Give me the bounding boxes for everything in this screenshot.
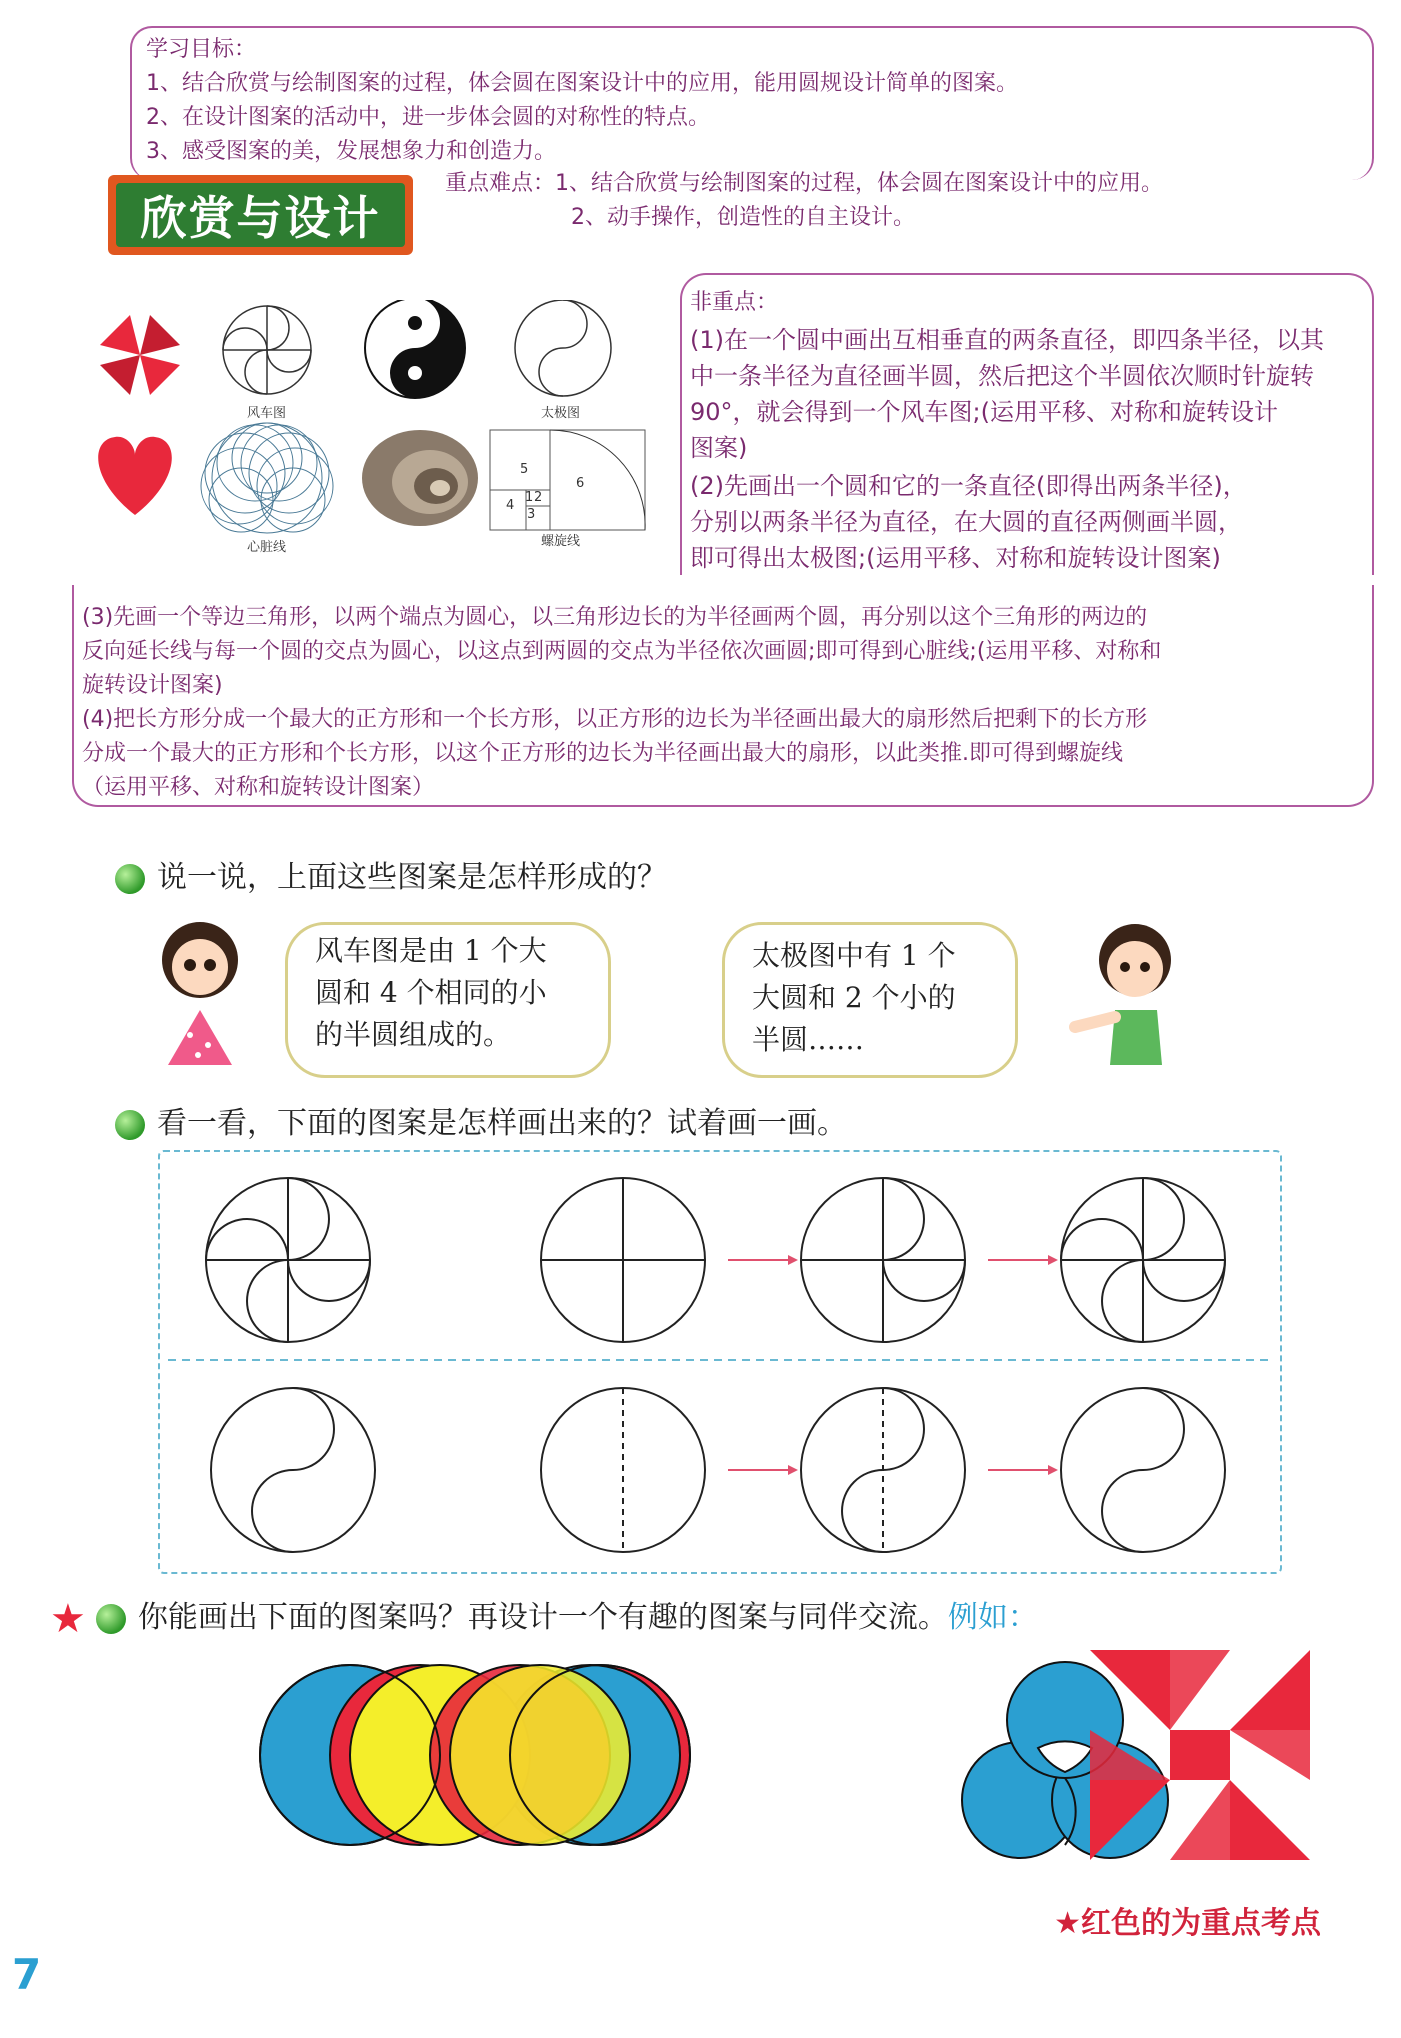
- question-3: [50, 1592, 1038, 1642]
- bottom-pattern-figures: [250, 1650, 1330, 1860]
- windmill-step-2: [801, 1178, 965, 1342]
- keypoints-item-1: 1、结合欣赏与绘制图案的过程，体会圆在图案设计中的应用。: [555, 171, 1164, 196]
- nonkey-line-1: (1)在一个圆中画出互相垂直的两条直径，即四条半径，以其: [690, 326, 1324, 354]
- taiji-step-3: [1061, 1388, 1225, 1552]
- pinwheel-icon: [100, 315, 180, 395]
- chain-circles-pattern: [260, 1665, 690, 1845]
- spiral-number-1: 1: [525, 490, 534, 505]
- arrow-right-icon: [728, 1465, 798, 1475]
- caption-windmill: 风车图: [247, 406, 287, 421]
- nonkey-lower-5: 分成一个最大的正方形和个长方形，以这个正方形的边长为半径画出最大的扇形，以此类推.即可得到螺旋线: [82, 741, 1123, 766]
- lesson-title: 欣赏与设计: [116, 183, 405, 247]
- yin-yang-icon: [365, 300, 465, 398]
- windmill-final-figure: [206, 1178, 370, 1342]
- spiral-number-5: 5: [520, 462, 529, 477]
- bubble-boy-line-2: 大圆和 2 个小的: [752, 981, 956, 1014]
- question-2-text: 看一看，下面的图案是怎样画出来的？试着画一画。: [157, 1106, 847, 1141]
- heart-icon: [98, 437, 172, 515]
- question-1-text: 说一说，上面这些图案是怎样形成的？: [157, 860, 667, 895]
- windmill-step-1: [541, 1178, 705, 1342]
- taiji-final-figure: [211, 1388, 375, 1552]
- keypoints-label: 重点难点：: [445, 171, 556, 196]
- spiral-number-2: 2: [534, 490, 543, 505]
- nautilus-shell-icon: [362, 430, 478, 526]
- keypoints-line-1: [445, 166, 1163, 197]
- drawing-steps-figures: [158, 1150, 1278, 1570]
- question-3-text: 你能画出下面的图案吗？再设计一个有趣的图案与同伴交流。: [137, 1600, 948, 1635]
- bubble-girl-line-2: 圆和 4 个相同的小: [315, 976, 547, 1009]
- goal-item-2: 2、在设计图案的活动中，进一步体会圆的对称性的特点。: [146, 105, 710, 130]
- cardioid-icon: [201, 423, 333, 533]
- question-1: [115, 852, 667, 896]
- bubble-boy-line-1: 太极图中有 1 个: [752, 939, 956, 972]
- bubble-girl-line-3: 的半圆组成的。: [315, 1018, 512, 1051]
- goal-item-1: 1、结合欣赏与绘制图案的过程，体会圆在图案设计中的应用，能用圆规设计简单的图案。: [146, 71, 1019, 96]
- nonkey-lower-3: 旋转设计图案): [82, 673, 223, 698]
- caption-spiral: 螺旋线: [541, 534, 581, 549]
- spiral-number-3: 3: [527, 507, 536, 522]
- girl-character: [150, 915, 250, 1080]
- windmill-circle-icon: [223, 306, 311, 394]
- spiral-number-4: 4: [506, 498, 515, 513]
- star-icon: ★: [50, 1595, 86, 1642]
- nonkey-line-4: 图案): [690, 434, 748, 462]
- spiral-diagram-icon: [490, 430, 645, 530]
- goals-heading: 学习目标：: [146, 37, 257, 62]
- arrow-right-icon: [988, 1255, 1058, 1265]
- lesson-title-badge: [108, 175, 413, 255]
- bubble-boy-line-3: 半圆……: [752, 1023, 865, 1056]
- taiji-outline-icon: [515, 300, 611, 396]
- taiji-step-1: [541, 1388, 705, 1552]
- green-bullet-icon: [115, 864, 145, 894]
- taiji-step-2: [801, 1388, 965, 1552]
- footer-note: ★红色的为重点考点: [1054, 1906, 1321, 1941]
- nonkey-line-5: (2)先画出一个圆和它的一条直径(即得出两条半径)，: [690, 472, 1247, 500]
- nonkey-lower-6: （运用平移、对称和旋转设计图案）: [82, 775, 435, 800]
- arrow-right-icon: [988, 1465, 1058, 1475]
- spiral-number-6: 6: [576, 476, 585, 491]
- arrow-right-icon: [728, 1255, 798, 1265]
- example-figures: [85, 300, 685, 560]
- caption-taiji: 太极图: [541, 406, 581, 421]
- keypoints-item-2: 2、动手操作，创造性的自主设计。: [571, 205, 915, 230]
- nonkey-line-2: 中一条半径为直径画半圆，然后把这个半圆依次顺时针旋转: [690, 362, 1314, 390]
- example-label: 例如：: [947, 1600, 1038, 1635]
- page-number: 7: [12, 1950, 42, 1999]
- nonkey-lower-1: (3)先画一个等边三角形，以两个端点为圆心，以三角形边长的为半径画两个圆，再分别以这个三角形的两边的: [82, 605, 1148, 630]
- nonkey-line-7: 即可得出太极图;(运用平移、对称和旋转设计图案): [690, 544, 1221, 572]
- caption-cardioid: 心脏线: [247, 540, 287, 555]
- nonkey-line-6: 分别以两条半径为直径，在大圆的直径两侧画半圆，: [690, 508, 1242, 536]
- boy-character: [1065, 915, 1195, 1080]
- green-bullet-icon: [115, 1110, 145, 1140]
- nonkey-heading: 非重点：: [690, 290, 779, 315]
- bubble-girl-line-1: 风车图是由 1 个大: [315, 934, 547, 967]
- nonkey-lower-4: (4)把长方形分成一个最大的正方形和一个长方形，以正方形的边长为半径画出最大的扇形然后把剩下的长方形: [82, 707, 1148, 732]
- goal-item-3: 3、感受图案的美，发展想象力和创造力。: [146, 139, 556, 164]
- green-bullet-icon: [96, 1604, 126, 1634]
- nonkey-line-3: 90°，就会得到一个风车图;(运用平移、对称和旋转设计: [690, 398, 1278, 426]
- windmill-step-3: [1061, 1178, 1225, 1342]
- question-2: [115, 1098, 847, 1142]
- nonkey-lower-2: 反向延长线与每一个圆的交点为圆心，以这点到两圆的交点为半径依次画圆;即可得到心脏线;(运用平移、对称和: [82, 639, 1162, 664]
